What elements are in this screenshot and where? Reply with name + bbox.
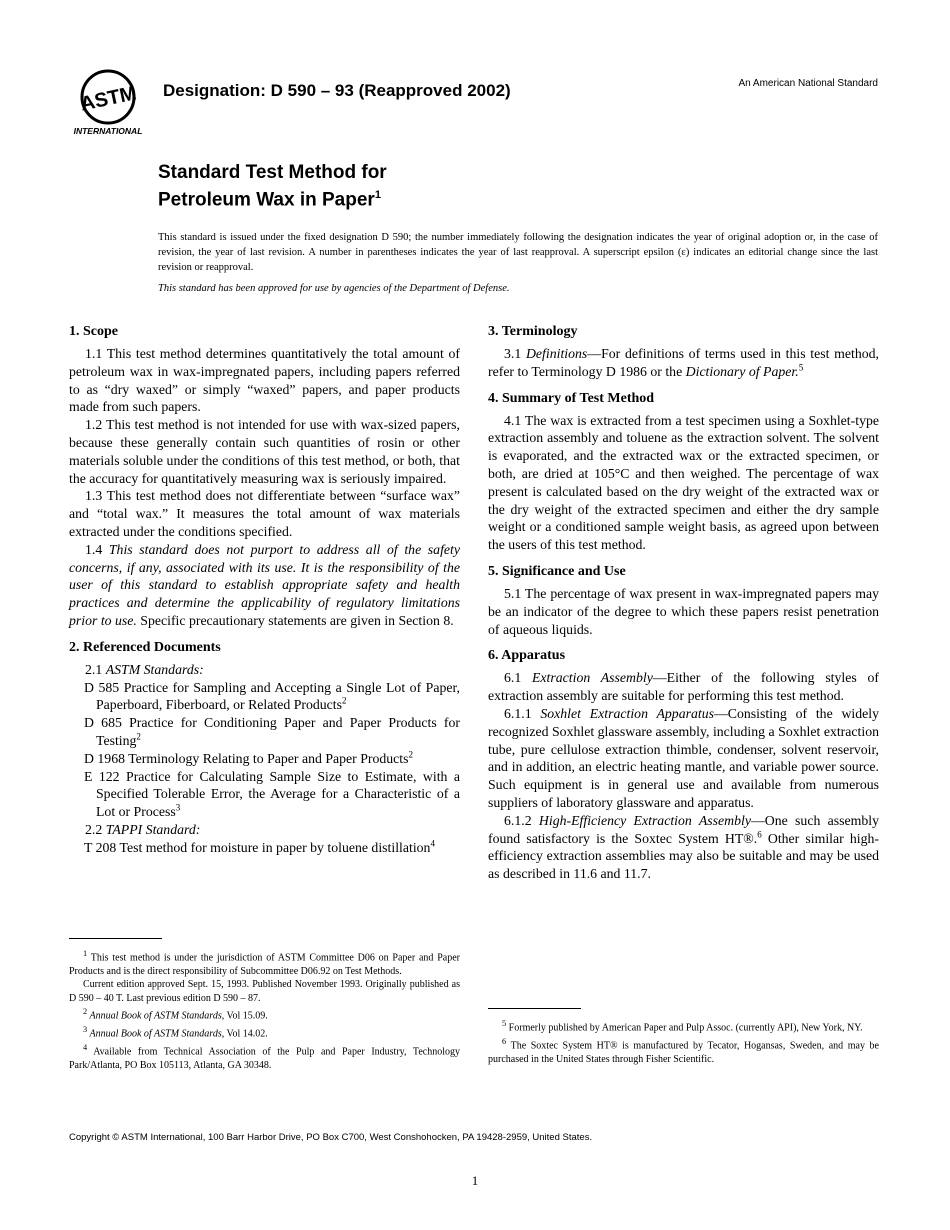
footnote-6-num: 6 (502, 1036, 507, 1046)
scope-1-1: 1.1 This test method determines quantitatively the total amount of petroleum wax in wax-impregnated papers, including papers referred to as “dry waxed” or simply “waxed” papers, and paper products made from such papers. (69, 346, 460, 415)
apparatus-6-1-1-label: Soxhlet Extraction Apparatus (540, 705, 714, 721)
ref-d1968 (69, 750, 460, 768)
footnote-3-num: 3 (83, 1025, 88, 1035)
national-standard-label: An American National Standard (738, 78, 878, 89)
footnote-5 (488, 1017, 879, 1035)
ref-d685 (69, 714, 460, 750)
apparatus-6-1-num: 6.1 (504, 670, 532, 686)
footnotes-left (69, 938, 460, 1072)
logo-text: ASTM (78, 82, 139, 116)
footnote-3-text: , Vol 14.02. (221, 1028, 268, 1040)
significance-5-1: 5.1 The percentage of wax present in wax-impregnated papers may be an indicator of the degree to which these papers resist penetration of aqueous liquids. (488, 585, 879, 637)
ref-e122-text: E 122 Practice for Calculating Sample Size to Estimate, with a Specified Tolerable Error, the Average for a Characteristic of a Lot or Process (84, 768, 460, 820)
scope-1-3: 1.3 This test method does not differentiate between “surface wax” and “total wax.” It measures the total amount of wax materials extracted under the conditions specified. (69, 488, 460, 539)
astm-logo-icon (70, 66, 150, 138)
footnote-2 (69, 1005, 460, 1023)
footnote-1 (69, 947, 460, 978)
terminology-text: —For definitions of terms used in this test method, refer to Terminology D 1986 or the (488, 346, 879, 379)
apparatus-6-1-1 (488, 705, 879, 812)
footnote-1b: Current edition approved Sept. 15, 1993. Published November 1993. Originally published as D 590 – 40 T. Last previous edition D 590 – 87. (69, 979, 460, 1004)
apparatus-6-1-2-sup: 6 (757, 828, 762, 839)
footnote-4-text: Available from Technical Association of the Pulp and Paper Industry, Technology Park/Atlanta, PO Box 105113, Atlanta, GA 30348. (69, 1046, 460, 1071)
apparatus-6-1-2-rest: Other similar high-efficiency extraction assemblies may also be suitable and may be used as described in 11.6 and 11.7. (488, 830, 880, 882)
designation: Designation: D 590 – 93 (Reapproved 2002) (163, 81, 511, 100)
apparatus-6-1-2 (488, 812, 879, 883)
scope-1-2: 1.2 This test method is not intended for use with wax-sized papers, because these generally contain such quantities of rosin or other materials soluble under the conditions of this test method, or both, that the accuracy for quantitatively measuring wax is seriously impaired. (69, 417, 460, 486)
ref-astm-label-text: ASTM Standards: (105, 661, 204, 677)
ref-t208 (69, 839, 460, 857)
footnote-2-text: , Vol 15.09. (221, 1010, 268, 1022)
title-line-1: Standard Test Method for (158, 162, 387, 183)
right-column (488, 323, 879, 883)
section-heading-terminology: 3. Terminology (488, 324, 578, 339)
footnote-6 (488, 1035, 879, 1066)
apparatus-6-1-label: Extraction Assembly (532, 670, 653, 686)
page-title (158, 162, 387, 211)
footnote-5-text: Formerly published by American Paper and Pulp Assoc. (currently API), New York, NY. (506, 1022, 863, 1034)
ref-tappi-label-text: TAPPI Standard: (105, 821, 201, 837)
footnote-3 (69, 1023, 460, 1041)
footnote-6-text: The Soxtec System HT® is manufactured by Tecator, Hogansas, Sweden, and may be purchased in the United States through Fisher Scientific. (488, 1040, 879, 1065)
scope-1-4 (69, 541, 460, 630)
apparatus-6-1-1-text: —Consisting of the widely recognized Soxhlet glassware assembly, including a Soxhlet extraction tube, pure cellulose extraction thimble, condenser, solvent reservoir, and in addition, an electric heating mantle, and variable power source. Such equipment is in general use and available from numerous suppliers of laboratory glassware and apparatus. (488, 705, 879, 810)
section-heading-referenced: 2. Referenced Documents (69, 639, 221, 655)
apparatus-6-1 (488, 669, 879, 705)
ref-d585-sup: 2 (341, 695, 347, 706)
footnote-4 (69, 1041, 460, 1072)
logo-subtext: INTERNATIONAL (73, 126, 143, 136)
footnote-5-num: 5 (502, 1019, 507, 1028)
apparatus-6-1-2-text: —One such assembly found satisfactory is the Soxtec System HT®. (488, 812, 879, 846)
section-heading-summary: 4. Summary of Test Method (488, 390, 655, 406)
ref-e122 (69, 768, 460, 821)
scope-1-4-num: 1.4 (85, 541, 109, 557)
apparatus-6-1-2-num: 6.1.2 (504, 812, 539, 828)
footnote-divider (69, 938, 162, 939)
title-line-2-text: Petroleum Wax in Paper (158, 189, 375, 211)
summary-4-1: 4.1 The wax is extracted from a test specimen using a Soxhlet-type extraction assembly and toluene as the extraction solvent. The solvent is evaporated, and the extracted wax or the extracted specimen, or both, are dried at 105°C and then weighed. The percentage of wax present is calculated based on the dry weight of the extracted wax or the dry weight of the extracted specimen and either the dry sample weight or a conditioned sample weight basis, as agreed upon between the users of this test method. (488, 412, 879, 553)
scope-1-4-rest: Specific precautionary statements are given in Section 8. (136, 612, 454, 628)
title-line-2 (158, 184, 387, 211)
footnote-2-num: 2 (83, 1007, 88, 1017)
footnote-1-text: This test method is under the jurisdiction of ASTM Committee D06 on Paper and Paper Products and is the direct responsibility of Subcommittee D06.92 on Test Methods. (69, 952, 460, 977)
footnote-divider (488, 1008, 581, 1009)
title-footnote-ref: 1 (374, 189, 381, 201)
intro-block (158, 230, 878, 296)
astm-logo (70, 66, 150, 138)
terminology-num: 3.1 (504, 346, 526, 361)
ref-astm-num: 2.1 (85, 661, 106, 677)
apparatus-6-1-text: —Either of the following styles of extraction assembly are suitable for performing this test method. (488, 670, 879, 704)
ref-astm-label (69, 661, 460, 679)
left-column (69, 323, 460, 857)
footnotes-right (488, 1008, 879, 1066)
copyright: Copyright © ASTM International, 100 Barr Harbor Drive, PO Box C700, West Conshohocken, PA 19428-2959, United States. (69, 1132, 593, 1143)
ref-e122-sup: 3 (175, 802, 181, 813)
ref-tappi-label (69, 821, 460, 839)
intro-dod: This standard has been approved for use by agencies of the Department of Defense. (158, 283, 510, 294)
apparatus-6-1-1-num: 6.1.1 (504, 705, 541, 721)
page-number: 1 (471, 1173, 479, 1188)
ref-t208-sup: 4 (430, 838, 435, 849)
footnote-3-italic: Annual Book of ASTM Standards (87, 1028, 222, 1040)
footnote-1-num: 1 (83, 949, 88, 958)
ref-d685-text: D 685 Practice for Conditioning Paper and Paper Products for Testing (84, 715, 460, 748)
ref-t208-text: T 208 Test method for moisture in paper by toluene distillation (84, 839, 431, 855)
ref-tappi-num: 2.2 (85, 821, 106, 837)
intro-issued: This standard is issued under the fixed designation D 590; the number immediately following the designation indicates the year of original adoption or, in the case of revision, the year of last revision. A number in parentheses indicates the year of last reapproval. A superscript epsilon (ε) indicates an editorial change since the last revision or reapproval. (158, 232, 878, 273)
terminology-3-1 (488, 345, 879, 381)
ref-d1968-sup: 2 (408, 749, 413, 760)
ref-d585 (69, 679, 460, 715)
footnote-4-num: 4 (83, 1042, 88, 1052)
scope-1-4-italic: This standard does not purport to address all of the safety concerns, if any, associated with its use. It is the responsibility of the user of this standard to establish appropriate safety and health practices and determine the applicability of regulatory limitations prior to use. (69, 541, 460, 628)
apparatus-6-1-2-label: High-Efficiency Extraction Assembly (538, 812, 751, 828)
ref-d585-text: D 585 Practice for Sampling and Accepting a Single Lot of Paper, Paperboard, Fiberboard, or Related Products (84, 679, 460, 713)
footnote-2-italic: Annual Book of ASTM Standards (87, 1010, 222, 1022)
terminology-label: Definitions (525, 346, 588, 361)
terminology-dict: Dictionary of Paper. (685, 363, 799, 379)
ref-d1968-text: D 1968 Terminology Relating to Paper and Paper Products (84, 750, 409, 766)
ref-d685-sup: 2 (136, 731, 141, 742)
terminology-sup: 5 (798, 362, 804, 373)
section-heading-significance: 5. Significance and Use (488, 563, 626, 579)
section-heading-apparatus: 6. Apparatus (488, 648, 566, 664)
section-heading-scope: 1. Scope (69, 324, 118, 339)
